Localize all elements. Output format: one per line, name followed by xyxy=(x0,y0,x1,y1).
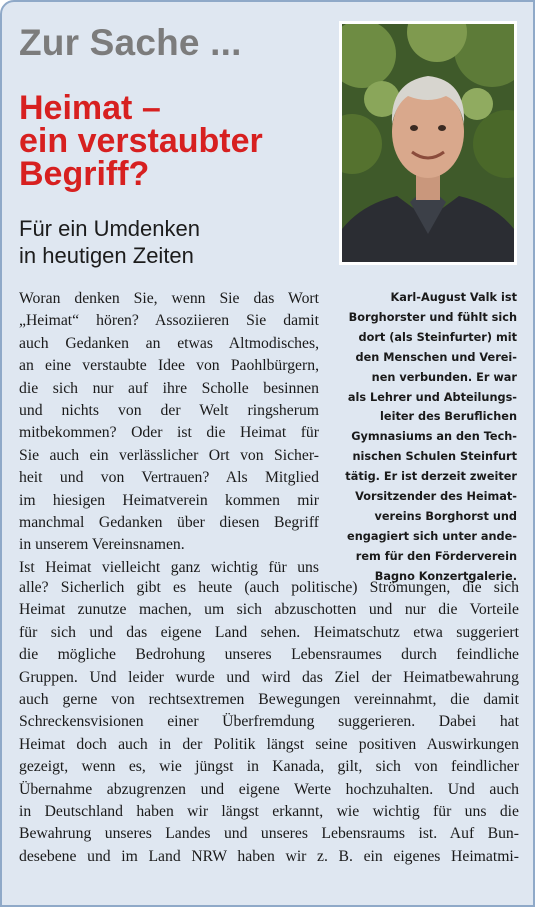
headline-line: Begriff? xyxy=(19,155,150,193)
body-line: die mögliche Bedrohung unseres Lebensraumes durch feindliche xyxy=(19,646,519,664)
body-line: und nichts von der Welt ringsherum xyxy=(19,402,319,420)
body-line: im hiesigen Heimatverein kommen mir xyxy=(19,491,319,509)
subheadline-line: in heutigen Zeiten xyxy=(19,243,194,268)
body-line: heit und von Vertrauen? Als Mitglied xyxy=(19,469,319,487)
body-line: gezeigt, wenn es, wie jüngst in Kanada, gilt, sich von feindlicher xyxy=(19,758,519,776)
headline xyxy=(19,89,329,193)
body-line: mitbekommen? Oder ist die Heimat für xyxy=(19,424,319,442)
body-line: „Heimat“ hören? Assoziieren Sie damit xyxy=(19,312,319,330)
body-line: Bewahrung unseres Landes und unseres Lebensraums ist. Auf Bun- xyxy=(19,825,519,843)
body-line: Heimat zunutze machen, um sich abzuschotten und nur die Vorteile xyxy=(19,601,519,619)
author-portrait xyxy=(339,21,517,265)
body-line: Heimat doch auch in der Politik längst seine positiven Auswirkungen xyxy=(19,735,519,753)
caption-line: tätig. Er ist derzeit zweiter xyxy=(345,470,517,484)
body-line: die sich nur auf ihre Scholle besinnen xyxy=(19,379,319,397)
body-line: alle? Sicherlich gibt es heute (auch politische) Strömungen, die sich xyxy=(19,579,519,596)
caption-line: vereins Borghorst und xyxy=(374,509,517,523)
caption-line: rem für den Förderverein xyxy=(355,549,517,563)
caption-line: Vorsitzender des Heimat- xyxy=(355,490,517,504)
body-line: an eine verstaubte Idee von Paohlbürgern, xyxy=(19,357,319,375)
caption-line: engagiert sich unter ande- xyxy=(347,529,517,543)
caption-line: leiter des Beruflichen xyxy=(380,410,517,424)
body-line: manchmal Gedanken über diesen Begriff xyxy=(19,514,319,532)
body-text-full-width xyxy=(19,577,519,868)
caption-line: Bagno Konzertgalerie. xyxy=(374,569,517,583)
subheadline xyxy=(19,215,329,269)
body-line: auch gerne von rechtsextremen Bewegungen vereinnahmt, die damit xyxy=(19,691,519,709)
headline-line: ein verstaubter xyxy=(19,122,263,160)
caption-line: nischen Schulen Steinfurt xyxy=(352,450,517,464)
body-line: Sie auch ein verlässlicher Ort von Sicher- xyxy=(19,446,319,464)
body-line: Schreckensvisionen einer Überfremdung suggerieren. Dabei hat xyxy=(19,713,519,731)
subheadline-line: Für ein Umdenken xyxy=(19,216,200,241)
author-caption xyxy=(329,288,517,587)
caption-line: als Lehrer und Abteilungs- xyxy=(347,390,517,404)
body-line: Ist Heimat vielleicht ganz wichtig für uns xyxy=(19,558,319,576)
body-line: in Deutschland haben wir längst erkannt, wie wichtig für uns die xyxy=(19,803,519,821)
body-line: auch Gedanken an etwas Altmodisches, xyxy=(19,334,319,352)
body-line: desebene und im Land NRW haben wir z. B. ein eigenes Heimatmi- xyxy=(19,847,519,865)
body-line: in unserem Vereinsnamen. xyxy=(19,536,185,554)
section-kicker: Zur Sache ... xyxy=(19,22,242,63)
headline-line: Heimat – xyxy=(19,89,161,127)
body-line: Woran denken Sie, wenn Sie das Wort xyxy=(19,290,319,307)
caption-line: nen verbunden. Er war xyxy=(371,370,517,384)
caption-line: Borghorster und fühlt sich xyxy=(348,310,517,324)
caption-line: Karl-August Valk ist xyxy=(390,291,517,304)
caption-line: den Menschen und Verei- xyxy=(355,350,517,364)
caption-line: Gymnasiums an den Tech- xyxy=(351,430,517,444)
body-line: Übernahme abzugrenzen und eigene Werte hochzuhalten. Und auch xyxy=(19,780,519,798)
body-line: Gruppen. Und leider wurde und wird das Ziel der Heimatbewahrung xyxy=(19,668,519,686)
caption-line: dort (als Steinfurter) mit xyxy=(358,330,517,344)
body-line: für sich und das eigene Land sehen. Heimatschutz etwa suggeriert xyxy=(19,623,519,641)
body-text-column xyxy=(19,288,319,579)
portrait-illustration xyxy=(342,24,514,262)
